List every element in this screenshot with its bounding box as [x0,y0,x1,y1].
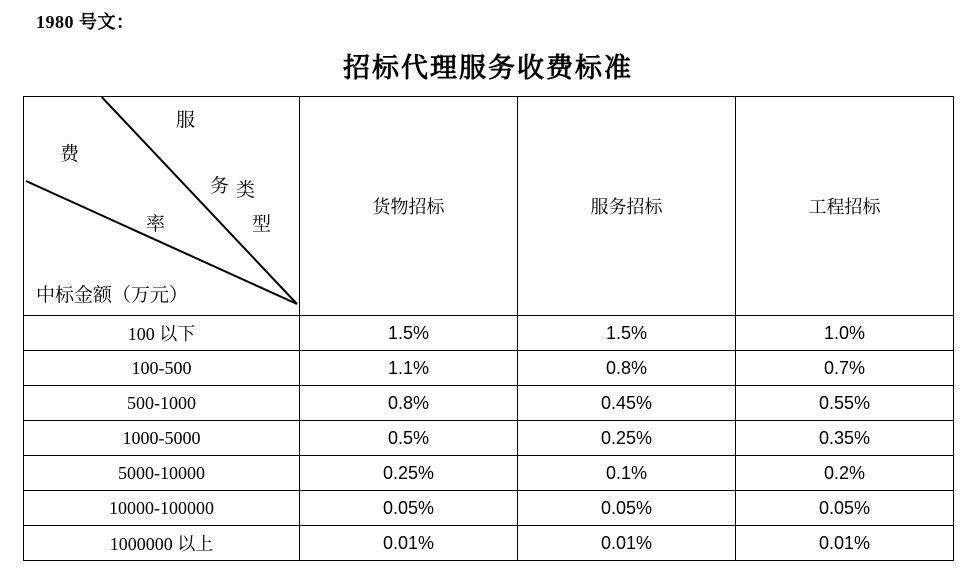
row-value-engineering: 0.01% [736,526,954,561]
row-value-engineering: 0.2% [736,456,954,491]
table-row [24,491,954,526]
row-value-goods: 1.5% [300,316,518,351]
table-row [24,316,954,351]
table-row [24,351,954,386]
row-value-services: 0.45% [518,386,736,421]
row-value-engineering: 0.05% [736,491,954,526]
row-range-label: 500-1000 [24,386,300,421]
row-range-label: 10000-100000 [24,491,300,526]
row-value-services: 0.01% [518,526,736,561]
table-row [24,456,954,491]
row-value-goods: 0.5% [300,421,518,456]
table-corner-cell [24,97,300,316]
row-range-label: 5000-10000 [24,456,300,491]
table-header-row [24,97,954,316]
table-row [24,421,954,456]
row-value-engineering: 0.35% [736,421,954,456]
row-value-engineering: 0.7% [736,351,954,386]
row-value-goods: 0.05% [300,491,518,526]
row-value-services: 0.05% [518,491,736,526]
column-header-engineering: 工程招标 [736,97,954,316]
table-row [24,526,954,561]
corner-amount-label: 中标金额（万元） [36,285,189,306]
corner-type-char-1: 务 [210,176,230,197]
row-value-services: 1.5% [518,316,736,351]
page-title: 招标代理服务收费标准 [343,53,633,83]
row-value-goods: 0.01% [300,526,518,561]
table-row [24,386,954,421]
row-range-label: 1000-5000 [24,421,300,456]
column-header-goods: 货物招标 [300,97,518,316]
row-value-services: 0.25% [518,421,736,456]
corner-service-label: 服 [176,110,196,131]
row-range-label: 100-500 [24,351,300,386]
corner-type-char-2: 类 [236,180,256,201]
row-range-label: 1000000 以上 [24,526,300,561]
row-value-engineering: 0.55% [736,386,954,421]
corner-rate-label: 率 [146,214,166,235]
document-reference: 1980 号文： [36,12,135,32]
row-value-goods: 0.8% [300,386,518,421]
corner-fee-label: 费 [60,144,80,165]
row-value-goods: 1.1% [300,351,518,386]
row-value-services: 0.1% [518,456,736,491]
row-value-services: 0.8% [518,351,736,386]
row-value-goods: 0.25% [300,456,518,491]
column-header-services: 服务招标 [518,97,736,316]
corner-type-char-3: 型 [252,214,272,235]
fee-standard-table [23,96,954,561]
row-range-label: 100 以下 [24,316,300,351]
row-value-engineering: 1.0% [736,316,954,351]
